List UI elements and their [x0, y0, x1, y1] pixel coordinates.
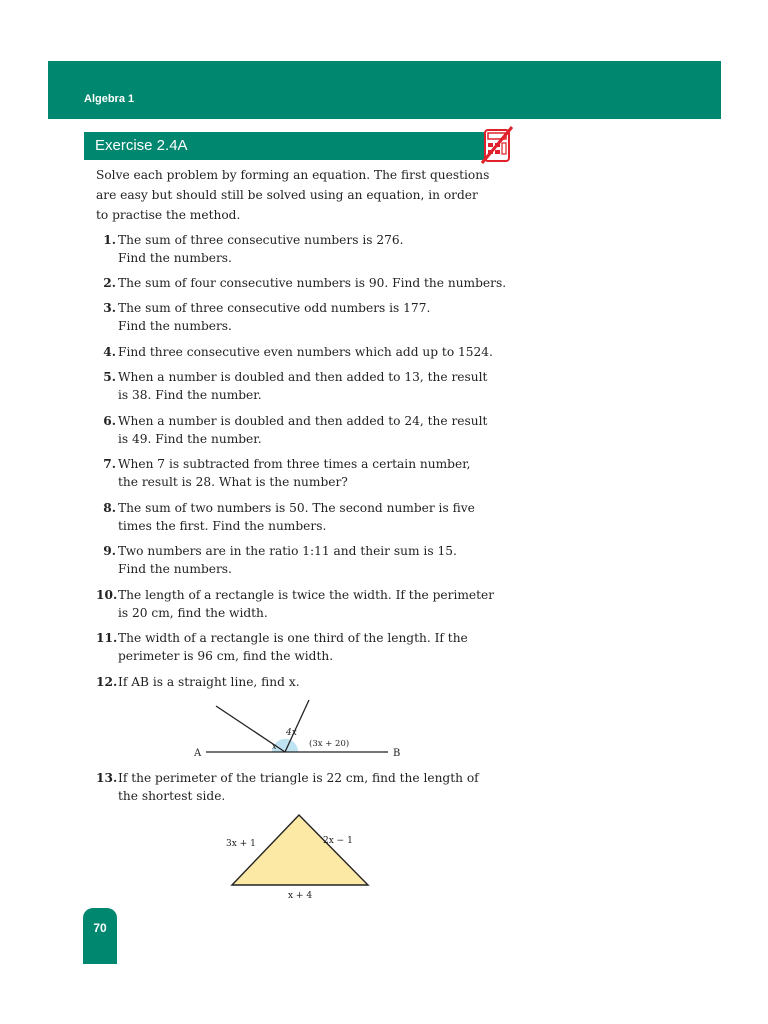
question-1	[96, 231, 511, 267]
point-a-label: A	[194, 748, 202, 759]
question-12	[96, 673, 511, 691]
page-number: 70	[93, 921, 107, 935]
question-number: 6.	[103, 414, 116, 428]
question-4	[96, 343, 511, 361]
question-text: The sum of four consecutive numbers is 90. Find the numbers.	[118, 276, 507, 290]
ray-right	[285, 700, 309, 752]
question-text: When a number is doubled and then added to 13, the result	[118, 370, 488, 384]
side-left-label: 3x + 1	[226, 839, 256, 849]
question-number: 5.	[103, 370, 116, 384]
question-text: is 20 cm, find the width.	[118, 606, 268, 620]
question-3	[96, 299, 511, 335]
exercise-title-bar	[84, 132, 496, 160]
question-text: If AB is a straight line, find x.	[118, 675, 300, 689]
no-calculator-icon	[478, 125, 516, 165]
question-text: times the first. Find the numbers.	[118, 519, 327, 533]
question-number: 2.	[103, 276, 116, 290]
question-text: The sum of two numbers is 50. The second number is five	[118, 501, 475, 515]
header-band	[48, 61, 721, 119]
question-number: 8.	[103, 501, 116, 515]
question-number: 10.	[96, 588, 118, 602]
question-text: is 38. Find the number.	[118, 388, 262, 402]
question-text: The width of a rectangle is one third of the length. If the	[118, 631, 468, 645]
question-text: The length of a rectangle is twice the width. If the perimeter	[118, 588, 495, 602]
instructions-line: Solve each problem by forming an equation. The first questions	[96, 168, 490, 182]
angle-x-label: x	[272, 742, 277, 751]
instructions-line: are easy but should still be solved using an equation, in order	[96, 188, 478, 202]
question-text: Find the numbers.	[118, 251, 232, 265]
page-number-tab	[83, 908, 117, 964]
question-6	[96, 412, 511, 448]
instructions	[96, 165, 511, 225]
question-10	[96, 586, 511, 622]
question-number: 4.	[103, 345, 116, 359]
question-number: 3.	[103, 301, 116, 315]
question-number: 9.	[103, 544, 116, 558]
question-number: 11.	[96, 631, 118, 645]
angle-3x-label: (3x + 20)	[309, 739, 350, 749]
triangle-diagram	[220, 810, 390, 905]
question-text: is 49. Find the number.	[118, 432, 262, 446]
question-text: Find the numbers.	[118, 562, 232, 576]
question-text: Find the numbers.	[118, 319, 232, 333]
straight-line-angle-diagram	[180, 695, 420, 765]
point-b-label: B	[393, 748, 401, 759]
question-text: perimeter is 96 cm, find the width.	[118, 649, 334, 663]
instructions-line: to practise the method.	[96, 208, 241, 222]
exercise-title: Exercise 2.4A	[95, 137, 188, 154]
question-text: The sum of three consecutive odd numbers is 177.	[118, 301, 431, 315]
question-8	[96, 499, 511, 535]
angle-4x-label: 4x	[286, 728, 297, 738]
question-7	[96, 455, 511, 491]
question-text: The sum of three consecutive numbers is 276.	[118, 233, 404, 247]
course-title: Algebra 1	[84, 93, 135, 105]
question-number: 7.	[103, 457, 116, 471]
question-5	[96, 368, 511, 404]
question-number: 1.	[103, 233, 116, 247]
question-number: 13.	[96, 771, 118, 785]
side-right-label: 2x − 1	[323, 836, 353, 846]
question-13	[96, 769, 511, 805]
triangle-shape	[232, 815, 368, 885]
question-text: When 7 is subtracted from three times a certain number,	[118, 457, 471, 471]
question-text: When a number is doubled and then added to 24, the result	[118, 414, 488, 428]
question-11	[96, 629, 511, 665]
question-number: 12.	[96, 675, 118, 689]
question-2	[96, 274, 511, 292]
question-9	[96, 542, 511, 578]
question-text: the result is 28. What is the number?	[118, 475, 348, 489]
question-text: If the perimeter of the triangle is 22 cm, find the length of	[118, 771, 479, 785]
question-text: the shortest side.	[118, 789, 226, 803]
question-text: Find three consecutive even numbers which add up to 1524.	[118, 345, 493, 359]
question-text: Two numbers are in the ratio 1:11 and their sum is 15.	[118, 544, 457, 558]
side-bottom-label: x + 4	[288, 891, 313, 901]
